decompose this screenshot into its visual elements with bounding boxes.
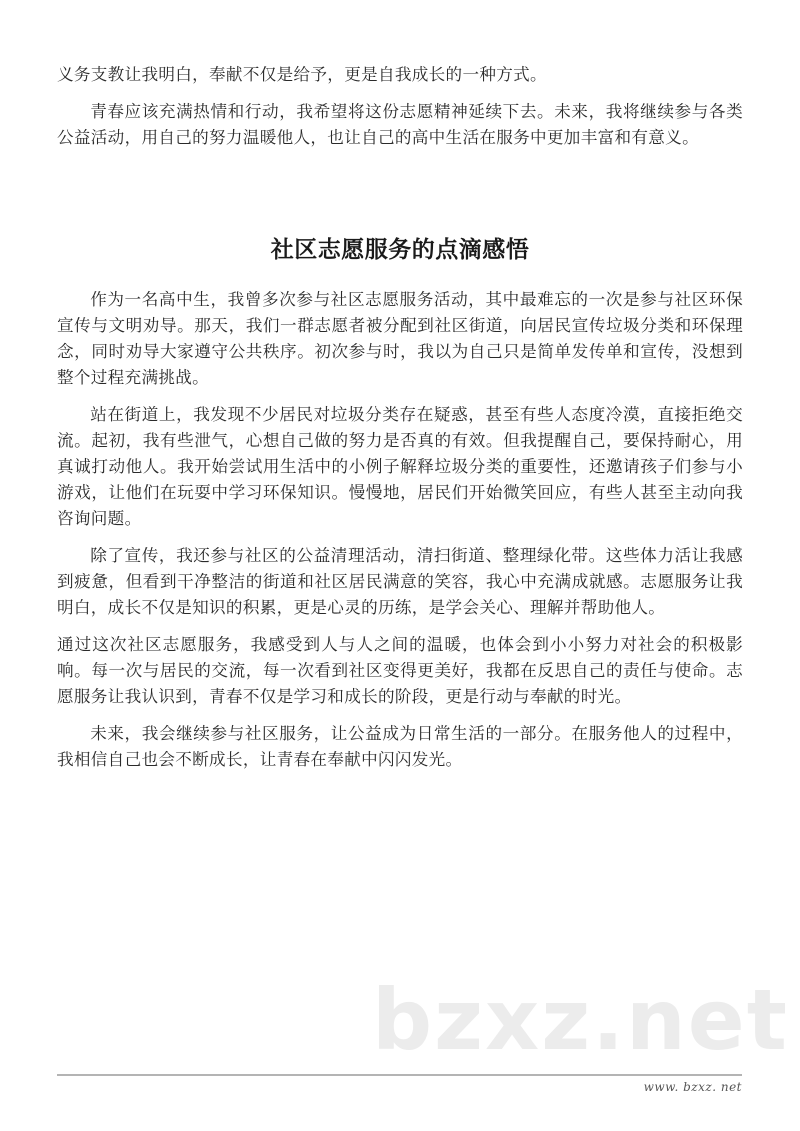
paragraph: 青春应该充满热情和行动，我希望将这份志愿精神延续下去。未来，我将继续参与各类公益活动，用自己的努力温暖他人，也让自己的高中生活在服务中更加丰富和有意义。	[57, 102, 743, 147]
article-body	[57, 287, 743, 773]
paragraph: 未来，我会继续参与社区服务，让公益成为日常生活的一部分。在服务他人的过程中，我相信自己也会不断成长，让青春在奉献中闪闪发光。	[57, 724, 743, 769]
footer-divider	[57, 1074, 742, 1076]
footer-url: www. bzxz. net	[643, 1080, 742, 1094]
paragraph: 作为一名高中生，我曾多次参与社区志愿服务活动，其中最难忘的一次是参与社区环保宣传与文明劝导。那天，我们一群志愿者被分配到社区街道，向居民宣传垃圾分类和环保理念，同时劝导大家遵守公共秩序。初次参与时，我以为自己只是简单发传单和宣传，没想到整个过程充满挑战。	[57, 290, 743, 387]
paragraph: 除了宣传，我还参与社区的公益清理活动，清扫街道、整理绿化带。这些体力活让我感到疲惫，但看到干净整洁的街道和社区居民满意的笑容，我心中充满成就感。志愿服务让我明白，成长不仅是知识的积累，更是心灵的历练，是学会关心、理解并帮助他人。	[57, 546, 743, 617]
paragraph: 通过这次社区志愿服务，我感受到人与人之间的温暖，也体会到小小努力对社会的积极影响。每一次与居民的交流，每一次看到社区变得更美好，我都在反思自己的责任与使命。志愿服务让我认识到，青春不仅是学习和成长的阶段，更是行动与奉献的时光。	[57, 635, 743, 706]
article-title: 社区志愿服务的点滴感悟	[270, 237, 530, 263]
paragraph: 站在街道上，我发现不少居民对垃圾分类存在疑惑，甚至有些人态度冷漠，直接拒绝交流。起初，我有些泄气，心想自己做的努力是否真的有效。但我提醒自己，要保持耐心，用真诚打动他人。我开始尝试用生活中的小例子解释垃圾分类的重要性，还邀请孩子们参与小游戏，让他们在玩耍中学习环保知识。慢慢地，居民们开始微笑回应，有些人甚至主动向我咨询问题。	[57, 405, 743, 528]
previous-section-continuation	[57, 62, 743, 151]
paragraph: 义务支教让我明白，奉献不仅是给予，更是自我成长的一种方式。	[57, 65, 547, 84]
watermark: bzxz.net	[372, 971, 789, 1069]
